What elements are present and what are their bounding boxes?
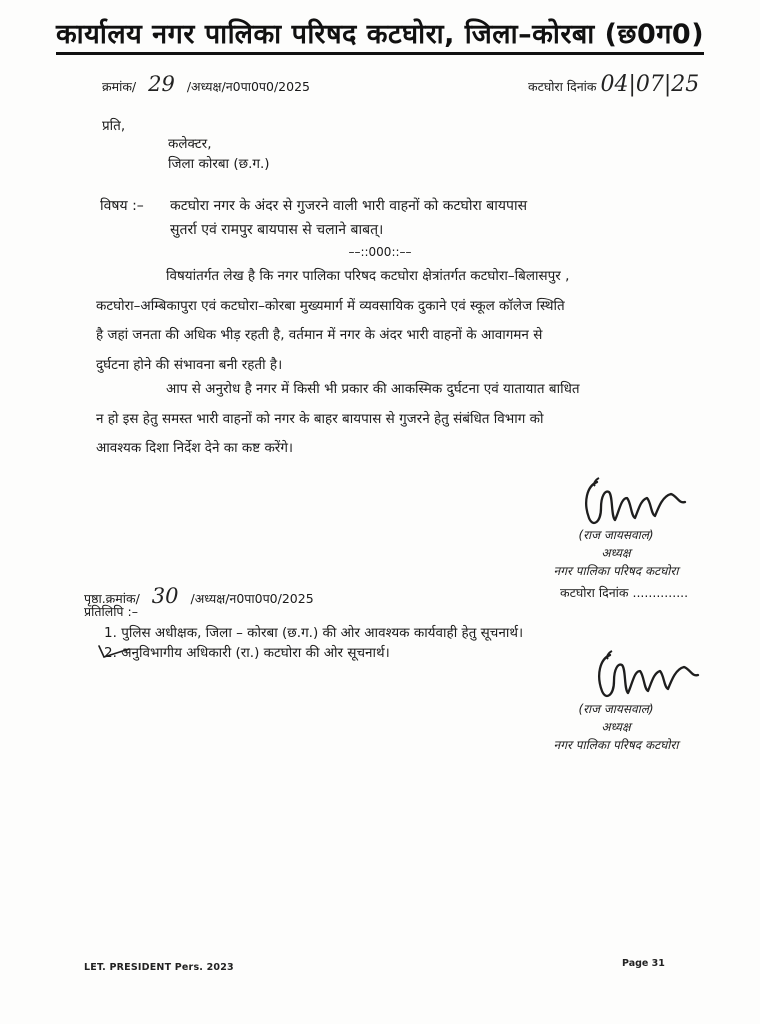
body-paragraph-2: [96, 375, 714, 464]
paragraph-line: है जहां जनता की अधिक भीड़ रहती है, वर्तमान में नगर के अंदर भारी वाहनों के आवागमन से: [96, 327, 543, 343]
endorsement-date-blank: ..............: [632, 585, 689, 600]
signatory-2-block: [532, 700, 700, 754]
signatory-name: (राज जायसवाल): [578, 702, 654, 716]
subject-line-2: सुतर्रा एवं रामपुर बायपास से चलाने बाबत्।: [170, 222, 384, 238]
copy-item-number: 2.: [104, 645, 117, 661]
paragraph-line: आप से अनुरोध है नगर में किसी भी प्रकार की आकस्मिक दुर्घटना एवं यातायात बाधित: [166, 381, 580, 397]
copy-item-number: 1.: [104, 625, 117, 641]
date-label: कटघोरा दिनांक: [528, 79, 597, 94]
subject-label: विषय :–: [100, 198, 144, 214]
endorsement-date: [560, 584, 688, 601]
footer-document-code: LET. PRESIDENT Pers. 2023: [84, 962, 234, 973]
endorsement-ref-suffix: /अध्यक्ष/न0पा0प0/2025: [190, 591, 314, 606]
ref-suffix: /अध्यक्ष/न0पा0प0/2025: [186, 79, 310, 94]
copy-item-1: [104, 623, 523, 641]
copy-to-label: प्रतिलिपि :–: [84, 604, 138, 619]
handwritten-signature-image: [575, 472, 695, 532]
handwritten-check-mark: [96, 640, 132, 662]
signatory-designation: अध्यक्ष: [601, 720, 631, 734]
signatory-office: नगर पालिका परिषद कटघोरा: [553, 564, 679, 578]
letterhead-title: [0, 14, 760, 51]
paragraph-line: दुर्घटना होने की संभावना बनी रहती है।: [96, 356, 283, 373]
paragraph-line: विषयांतर्गत लेख है कि नगर पालिका परिषद कटघोरा क्षेत्रांतर्गत कटघोरा–बिलासपुर ,: [166, 268, 570, 284]
paragraph-line: आवश्यक दिशा निर्देश देने का कष्ट करेंगे।: [96, 440, 294, 456]
ref-prefix: क्रमांक/: [102, 79, 137, 94]
date-line: [528, 72, 699, 97]
endorsement-ref-number: 30: [151, 584, 179, 608]
handwritten-signature-image: [588, 645, 708, 705]
date-handwritten: 04|07|25: [600, 72, 700, 97]
signature-2: [588, 645, 708, 705]
recipient-line-2: जिला कोरबा (छ.ग.): [168, 156, 270, 172]
paragraph-line: न हो इस हेतु समस्त भारी वाहनों को नगर के बाहर बायपास से गुजरने हेतु संबंधित विभाग को: [96, 410, 544, 427]
subject-line-1: कटघोरा नगर के अंदर से गुजरने वाली भारी वाहनों को कटघोरा बायपास: [170, 198, 528, 214]
to-label: प्रति,: [102, 118, 126, 134]
recipient-line-1: कलेक्टर,: [168, 136, 212, 152]
office-title-text: कार्यालय नगर पालिका परिषद कटघोरा, जिला–कोरबा (छ0ग0): [56, 19, 704, 55]
signatory-office: नगर पालिका परिषद कटघोरा: [553, 738, 679, 752]
ref-number-handwritten: 29: [148, 72, 175, 96]
copy-item-text: अनुविभागीय अधिकारी (रा.) कटघोरा की ओर सूचनार्थ।: [121, 645, 390, 661]
signatory-designation: अध्यक्ष: [601, 546, 631, 560]
copy-item-text: पुलिस अधीक्षक, जिला – कोरबा (छ.ग.) की ओर आवश्यक कार्यवाही हेतु सूचनार्थ।: [121, 625, 524, 641]
signatory-1-block: [532, 526, 700, 580]
separator-mark: ––::000::––: [348, 245, 412, 259]
endorsement-ref-prefix: पृष्ठा.क्रमांक/: [84, 591, 140, 606]
footer-page-number: Page 31: [622, 958, 665, 969]
reference-number: [102, 72, 310, 96]
endorsement-date-label: कटघोरा दिनांक: [560, 585, 629, 600]
signature-1: [575, 472, 695, 532]
copy-item-2: [104, 643, 390, 661]
paragraph-line: कटघोरा–अम्बिकापुरा एवं कटघोरा–कोरबा मुख्यमार्ग में व्यवसायिक दुकाने एवं स्कूल कॉलेज स्थिति: [96, 297, 565, 314]
signatory-name: (राज जायसवाल): [578, 528, 654, 542]
body-paragraph-1: [96, 262, 714, 380]
